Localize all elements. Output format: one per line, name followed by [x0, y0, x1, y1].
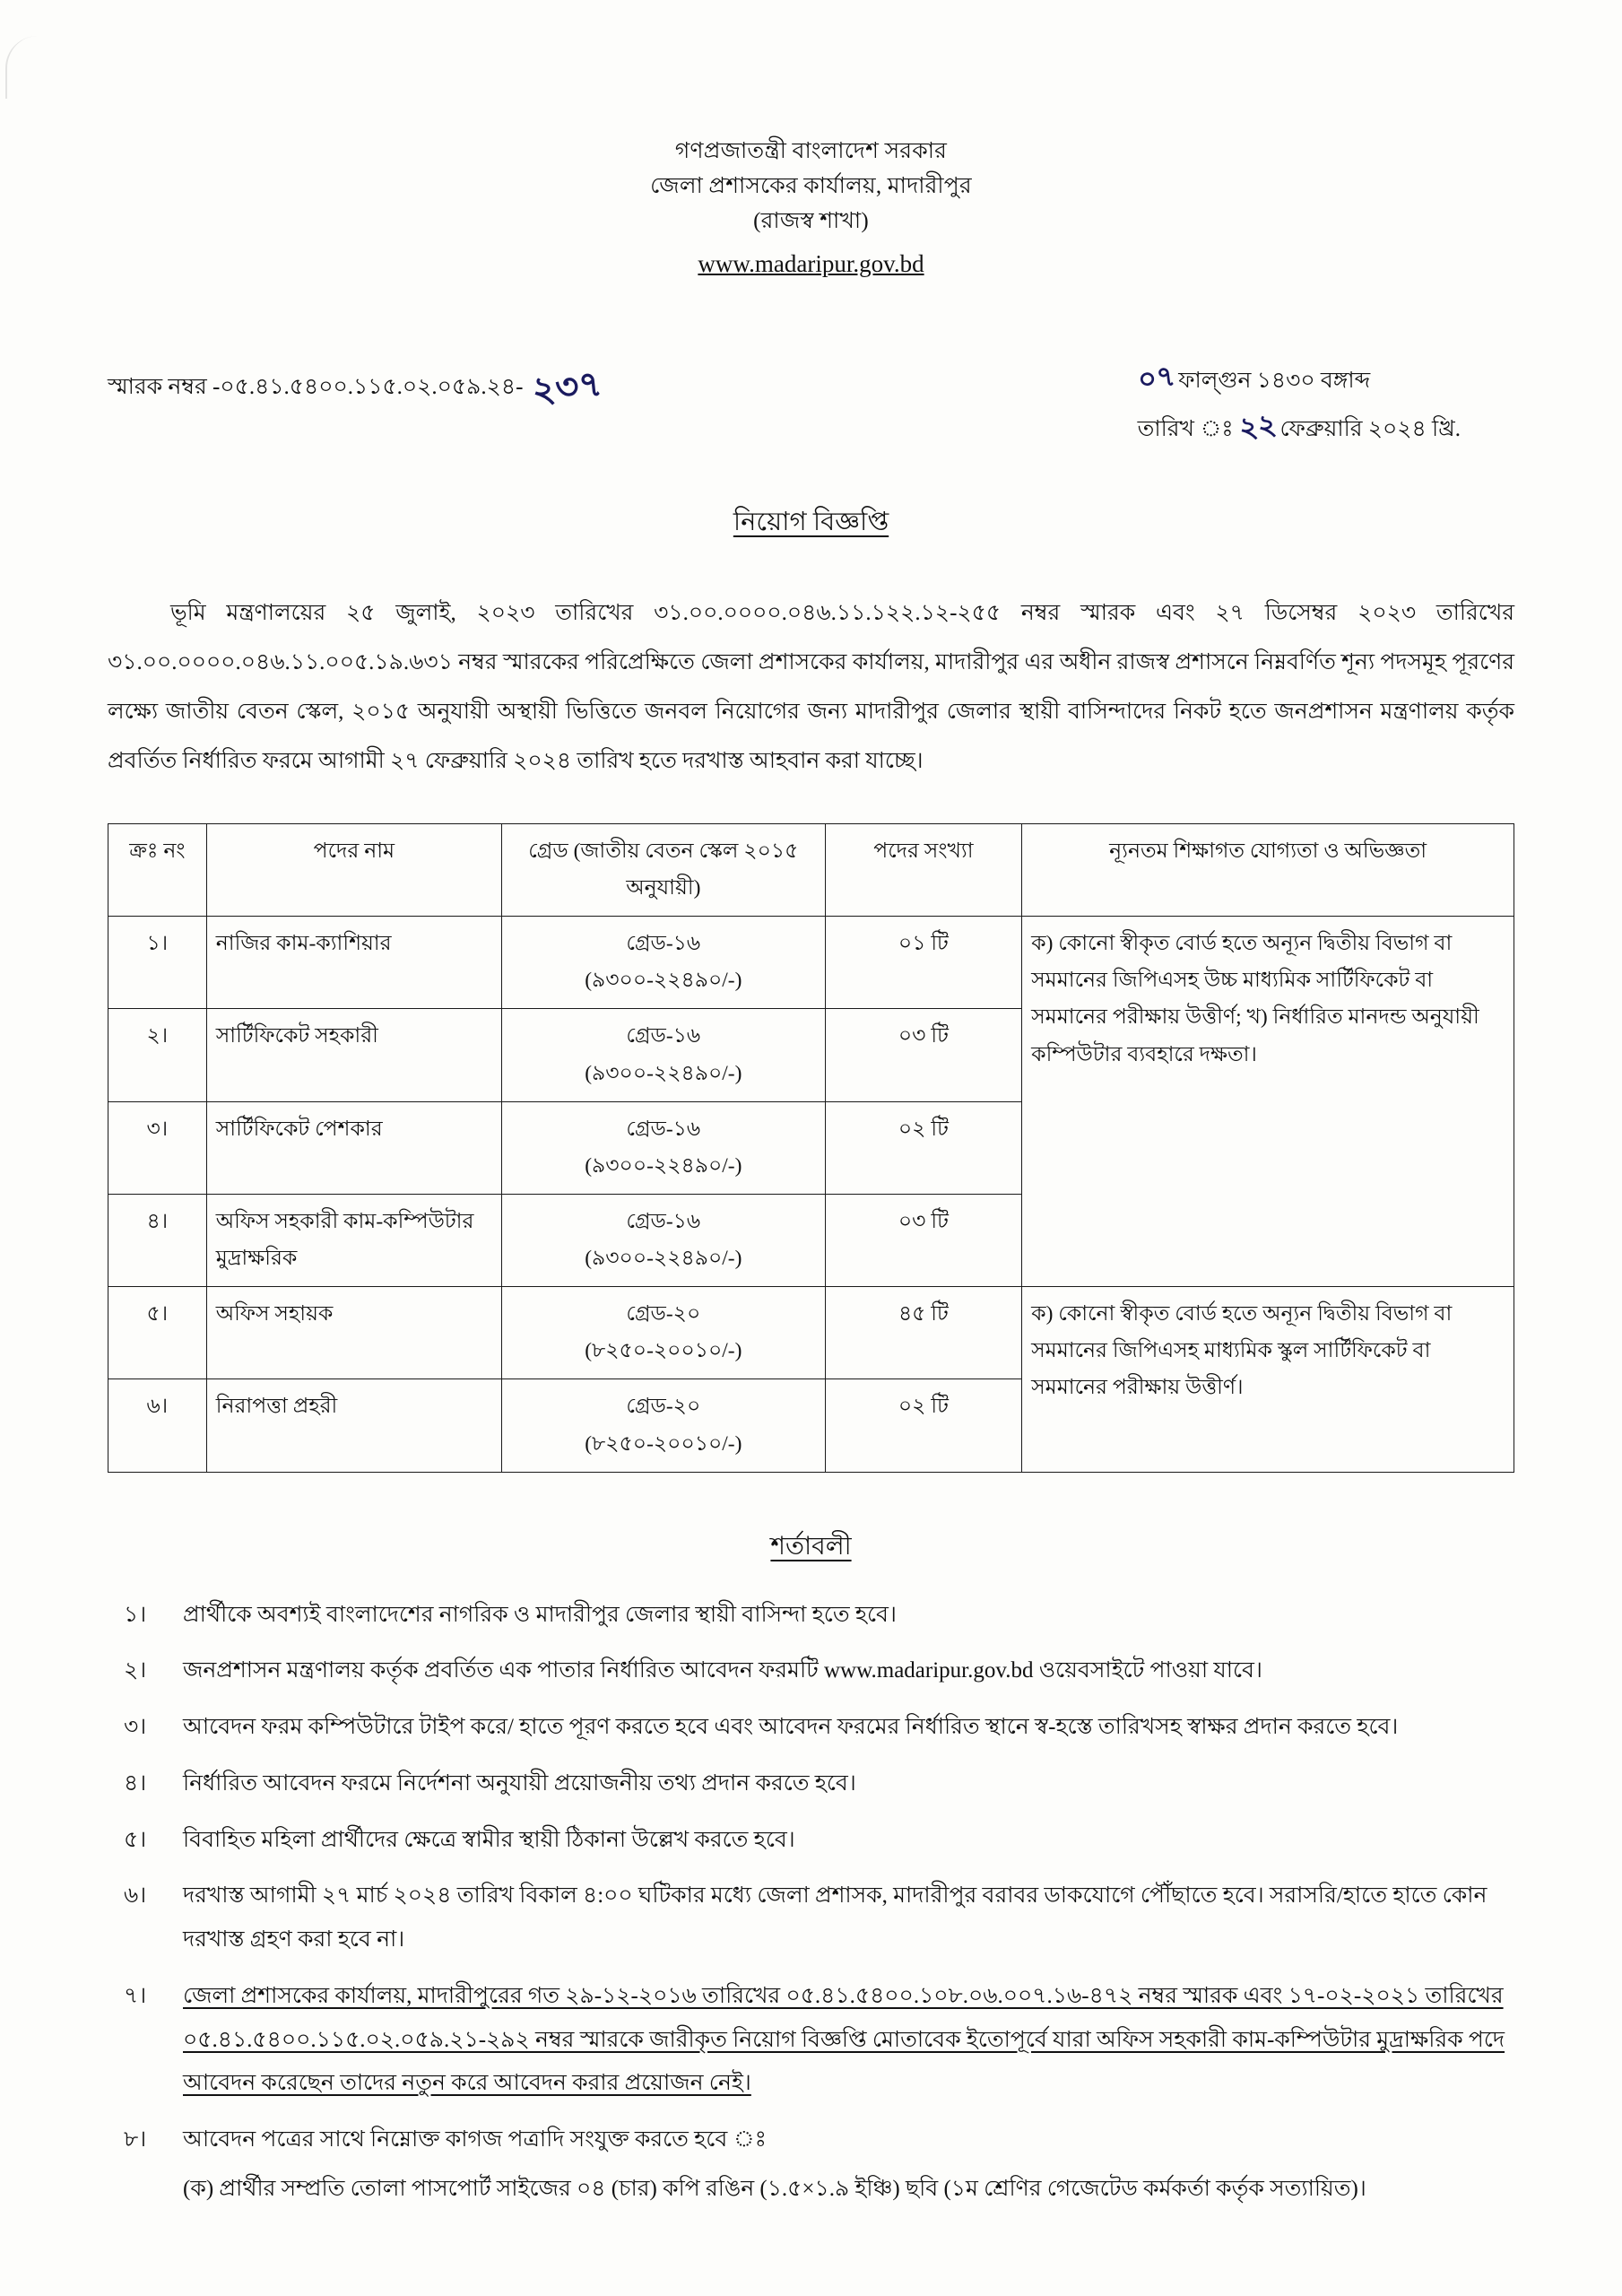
condition-text [183, 2118, 1514, 2212]
condition-number: ৭। [124, 1983, 147, 2008]
condition-number: ৫। [124, 1827, 147, 1852]
branch-name: (রাজস্ব শাখা) [753, 208, 869, 233]
cell-grade [502, 1101, 826, 1194]
english-date-handwritten: ২২ [1236, 407, 1279, 446]
memo-number-handwritten: ২৩৭ [530, 363, 605, 413]
condition-text-main: আবেদন পত্রের সাথে নিম্নোক্ত কাগজ পত্রাদি সংযুক্ত করতে হবে ঃ [183, 2127, 767, 2152]
cell-count: ০৩ টি [825, 1009, 1022, 1101]
cell-qualification-group-2: ক) কোনো স্বীকৃত বোর্ড হতে অন্যূন দ্বিতীয় বিভাগ বা সমমানের জিপিএসহ মাধ্যমিক স্কুল সার্টিফিকেট বা সমমানের পরীক্ষায় উত্তীর্ণ। [1022, 1287, 1514, 1473]
condition-text: দরখাস্ত আগামী ২৭ মার্চ ২০২৪ তারিখ বিকাল ৪:০০ ঘটিকার মধ্যে জেলা প্রশাসক, মাদারীপুর বরাবর ডাকযোগে পৌঁছাতে হবে। সরাসরি/হাতে হাতে কোন দরখাস্ত গ্রহণ করা হবে না। [183, 1883, 1488, 1952]
grade-value: গ্রেড-১৬ [626, 1209, 701, 1233]
table-row [108, 1287, 1514, 1379]
cell-qualification-group-1: ক) কোনো স্বীকৃত বোর্ড হতে অন্যূন দ্বিতীয় বিভাগ বা সমমানের জিপিএসহ উচ্চ মাধ্যমিক সার্টিফিকেট বা সমমানের পরীক্ষায় উত্তীর্ণ; খ) নির্ধারিত মানদন্ড অনুযায়ী কম্পিউটার ব্যবহারে দক্ষতা। [1022, 917, 1514, 1287]
list-item [108, 1975, 1514, 2106]
grade-value: গ্রেড-২০ [626, 1302, 701, 1326]
cell-post: সার্টিফিকেট সহকারী [206, 1009, 501, 1101]
condition-text: প্রার্থীকে অবশ্যই বাংলাদেশের নাগরিক ও মাদারীপুর জেলার স্থায়ী বাসিন্দা হতে হবে। [183, 1602, 897, 1627]
website-link[interactable]: www.madaripur.gov.bd [698, 250, 924, 278]
memo-number-label: স্মারক নম্বর -০৫.৪১.৫৪০০.১১৫.০২.০৫৯.২৪- [108, 375, 524, 400]
condition-number: ১। [124, 1602, 147, 1627]
table-header-row [108, 823, 1514, 916]
cell-post: নাজির কাম-ক্যাশিয়ার [206, 917, 501, 1009]
list-item [108, 1819, 1514, 1863]
condition-text-underlined: জেলা প্রশাসকের কার্যালয়, মাদারীপুরের গত ২৯-১২-২০১৬ তারিখের ০৫.৪১.৫৪০০.১০৮.০৬.০০৭.১৬-৪৭২ নম্বর স্মারক এবং ১৭-০২-২০২১ তারিখের ০৫.৪১.৫৪০০.১১৫.০২.০৫৯.২১-২৯২ নম্বর স্মারকে জারীকৃত নিয়োগ বিজ্ঞপ্তি মোতাবেক ইতোপূর্বে যারা অফিস সহকারী কাম-কম্পিউটার মুদ্রাক্ষরিক পদে আবেদন করেছেন তাদের নতুন করে আবেদন করার প্রয়োজন নেই। [183, 1983, 1505, 2096]
cell-grade [502, 1287, 826, 1379]
col-header-grade: গ্রেড (জাতীয় বেতন স্কেল ২০১৫ অনুযায়ী) [502, 823, 826, 916]
english-date: ফেব্রুয়ারি ২০২৪ খ্রি. [1279, 417, 1461, 442]
cell-sl: ৪। [108, 1194, 207, 1286]
grade-scale: (৮২৫০-২০০১০/-) [585, 1339, 742, 1363]
condition-number: ৮। [124, 2127, 147, 2152]
grade-scale: (৯৩০০-২২৪৯০/-) [585, 1247, 742, 1270]
cell-sl: ৩। [108, 1101, 207, 1194]
cell-post: অফিস সহায়ক [206, 1287, 501, 1379]
cell-sl: ৫। [108, 1287, 207, 1379]
cell-grade [502, 1379, 826, 1472]
intro-paragraph [108, 588, 1514, 786]
condition-text: আবেদন ফরম কম্পিউটারে টাইপ করে/ হাতে পূরণ করতে হবে এবং আবেদন ফরমের নির্ধারিত স্থানে স্ব-হস্তে তারিখসহ স্বাক্ষর প্রদান করতে হবে। [183, 1715, 1399, 1740]
list-item [108, 1874, 1514, 1962]
cell-post: সার্টিফিকেট পেশকার [206, 1101, 501, 1194]
date-label: তারিখ ঃ [1137, 417, 1234, 442]
table-row [108, 917, 1514, 1009]
cell-sl: ৬। [108, 1379, 207, 1472]
list-item [108, 2118, 1514, 2212]
col-header-qualification: ন্যূনতম শিক্ষাগত যোগ্যতা ও অভিজ্ঞতা [1022, 823, 1514, 916]
memo-header-row [108, 353, 1514, 451]
condition-text: জনপ্রশাসন মন্ত্রণালয় কর্তৃক প্রবর্তিত এক পাতার নির্ধারিত আবেদন ফরমটি www.madaripur.gov.bd ওয়েবসাইটে পাওয়া যাবে। [183, 1658, 1262, 1683]
col-header-count: পদের সংখ্যা [825, 823, 1022, 916]
list-item [108, 1762, 1514, 1806]
list-item [108, 1594, 1514, 1638]
govt-name: গণপ্রজাতন্ত্রী বাংলাদেশ সরকার [674, 139, 948, 163]
conditions-list [108, 1594, 1514, 2212]
grade-value: গ্রেড-২০ [626, 1395, 701, 1419]
col-header-post: পদের নাম [206, 823, 501, 916]
cell-post: নিরাপত্তা প্রহরী [206, 1379, 501, 1472]
cell-post: অফিস সহকারী কাম-কম্পিউটার মুদ্রাক্ষরিক [206, 1194, 501, 1286]
grade-scale: (৯৩০০-২২৪৯০/-) [585, 969, 742, 993]
condition-number: ৬। [124, 1883, 147, 1909]
grade-scale: (৮২৫০-২০০১০/-) [585, 1431, 742, 1456]
condition-text: নির্ধারিত আবেদন ফরমে নির্দেশনা অনুযায়ী প্রয়োজনীয় তথ্য প্রদান করতে হবে। [183, 1770, 856, 1796]
grade-scale: (৯৩০০-২২৪৯০/-) [585, 1061, 742, 1085]
cell-count: ০২ টি [825, 1101, 1022, 1194]
condition-number: ২। [124, 1658, 147, 1683]
conditions-title: শর্তাবলী [770, 1532, 852, 1561]
list-item [108, 1706, 1514, 1750]
grade-value: গ্রেড-১৬ [626, 1117, 701, 1141]
cell-count: ০৩ টি [825, 1194, 1022, 1286]
letterhead [108, 135, 1514, 283]
cell-count: ০১ টি [825, 917, 1022, 1009]
cell-sl: ১। [108, 917, 207, 1009]
condition-8-sub-a: (ক) প্রার্থীর সম্প্রতি তোলা পাসপোর্ট সাইজের ০৪ (চার) কপি রঙিন (১.৫×১.৯ ইঞ্চি) ছবি (১ম শ্রেণির গেজেটেড কর্মকর্তা কর্তৃক সত্যায়িত)। [183, 2176, 1366, 2201]
cell-grade [502, 1194, 826, 1286]
page-title: নিয়োগ বিজ্ঞপ্তি [733, 507, 889, 536]
grade-value: গ্রেড-১৬ [626, 932, 701, 956]
cell-sl: ২। [108, 1009, 207, 1101]
condition-number: ৪। [124, 1770, 147, 1796]
condition-text: বিবাহিত মহিলা প্রার্থীদের ক্ষেত্রে স্বামীর স্থায়ী ঠিকানা উল্লেখ করতে হবে। [183, 1827, 795, 1852]
cell-grade [502, 917, 826, 1009]
grade-value: গ্রেড-১৬ [626, 1024, 701, 1048]
cell-count: ৪৫ টি [825, 1287, 1022, 1379]
col-header-sl: ক্রঃ নং [108, 823, 207, 916]
office-name: জেলা প্রশাসকের কার্যালয়, মাদারীপুর [650, 173, 972, 198]
vacancy-table [108, 823, 1514, 1473]
list-item [108, 1649, 1514, 1693]
condition-number: ৩। [124, 1715, 147, 1740]
bangla-date-handwritten: ০৭ [1135, 358, 1177, 397]
cell-grade [502, 1009, 826, 1101]
bangla-date: ফাল্গুন ১৪৩০ বঙ্গাব্দ [1178, 369, 1371, 394]
cell-count: ০২ টি [825, 1379, 1022, 1472]
grade-scale: (৯৩০০-২২৪৯০/-) [585, 1153, 742, 1178]
intro-text: ভূমি মন্ত্রণালয়ের ২৫ জুলাই, ২০২৩ তারিখের ৩১.০০.০০০০.০৪৬.১১.১২২.১২-২৫৫ নম্বর স্মারক এবং ২৭ ডিসেম্বর ২০২৩ তারিখের ৩১.০০.০০০০.০৪৬.১১.০০৫.১৯.৬৩১ নম্বর স্মারকের পরিপ্রেক্ষিতে জেলা প্রশাসকের কার্যালয়, মাদারীপুর এর অধীন রাজস্ব প্রশাসনে নিম্নবর্ণিত শূন্য পদসমূহ পূরণের লক্ষ্যে জাতীয় বেতন স্কেল, ২০১৫ অনুযায়ী অস্থায়ী ভিত্তিতে জনবল নিয়োগের জন্য মাদারীপুর জেলার স্থায়ী বাসিন্দাদের নিকট হতে জনপ্রশাসন মন্ত্রণালয় কর্তৃক প্রবর্তিত নির্ধারিত ফরমে আগামী ২৭ ফেব্রুয়ারি ২০২৪ তারিখ হতে দরখাস্ত আহবান করা যাচ্ছে। [108, 600, 1514, 773]
memo-number-block [108, 353, 605, 413]
date-block [1135, 353, 1461, 451]
